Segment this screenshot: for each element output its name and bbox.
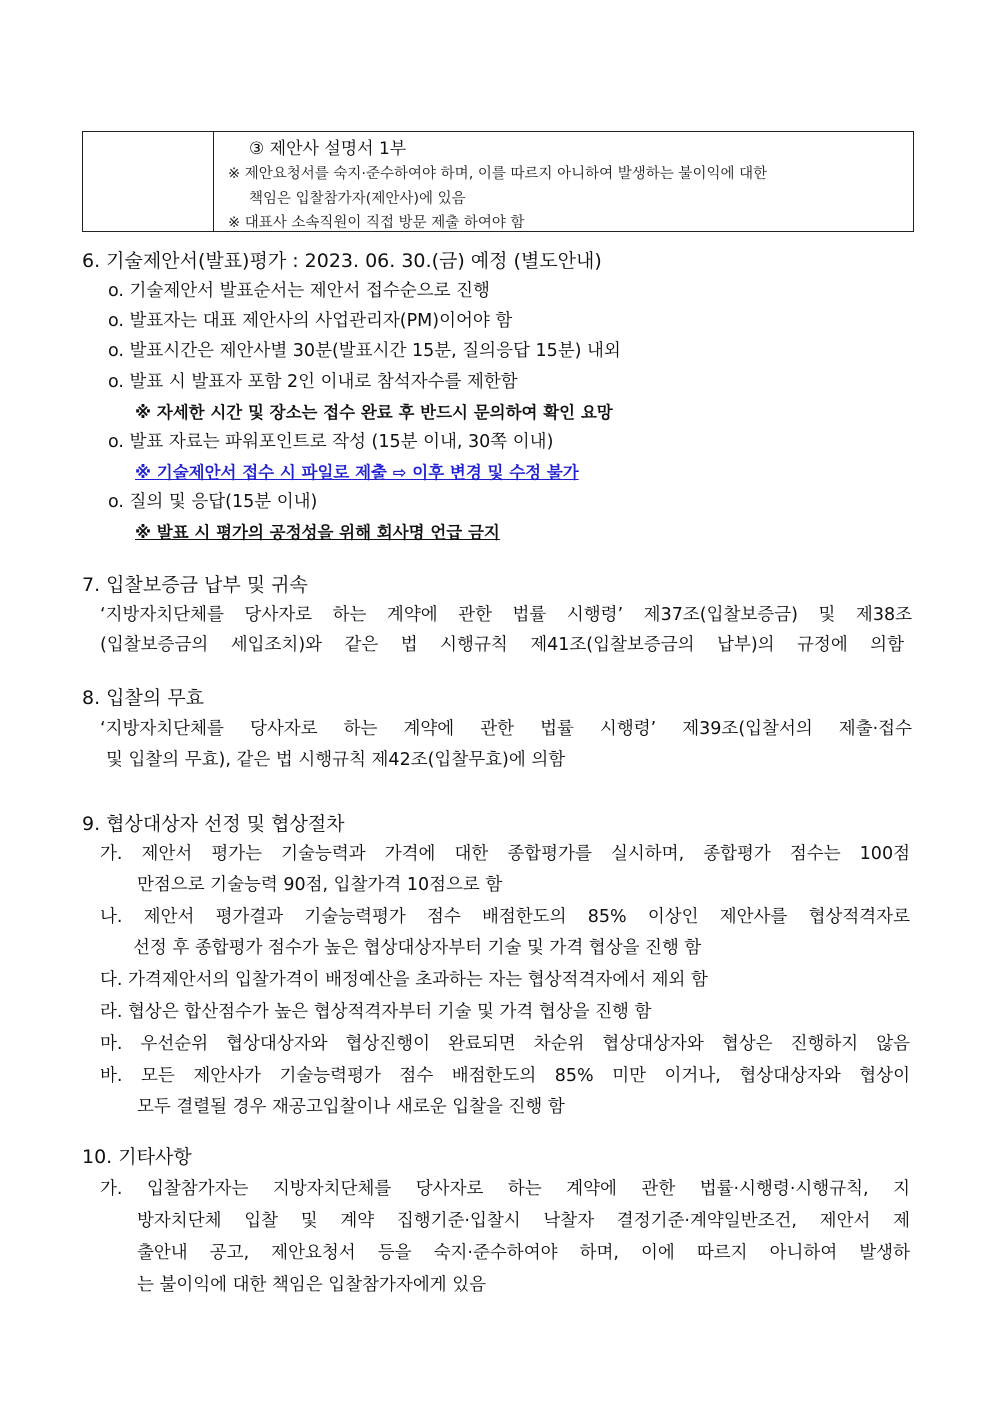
- s6-note-2: ※ 기술제안서 접수 시 파일로 제출 ⇨ 이후 변경 및 수정 불가: [135, 463, 579, 482]
- s9-item-a-1: 가. 제안서 평가는 기술능력과 가격에 대한 종합평가를 실시하며, 종합평가 점수는 100점: [100, 844, 910, 864]
- s9-item-d: 라. 협상은 합산점수가 높은 협상적격자부터 기술 및 가격 협상을 진행 함: [100, 1002, 652, 1022]
- s9-item-b-1: 나. 제안서 평가결과 기술능력평가 점수 배점한도의 85% 이상인 제안사를 협상적격자로: [100, 907, 910, 927]
- s6-bullet-1: o. 기술제안서 발표순서는 제안서 접수순으로 진행: [108, 281, 490, 301]
- section-8-title: 8. 입찰의 무효: [82, 687, 204, 709]
- s10-item-a-3: 출안내 공고, 제안요청서 등을 숙지·준수하여야 하며, 이에 따르지 아니하여 발생하: [137, 1243, 910, 1263]
- table-note-1: ※ 제안요청서를 숙지·준수하여야 하며, 이를 따르지 아니하여 발생하는 불이익에 대한: [228, 166, 768, 182]
- s10-item-a-2: 방자치단체 입찰 및 계약 집행기준·입찰시 낙찰자 결정기준·계약일반조건, 제안서 제: [137, 1211, 910, 1231]
- s6-bullet-5: o. 발표 자료는 파워포인트로 작성 (15분 이내, 30쪽 이내): [108, 432, 554, 452]
- table-note-1-cont: 책임은 입찰참가자(제안사)에 있음: [249, 191, 466, 207]
- s9-item-f-1: 바. 모든 제안사가 기술능력평가 점수 배점한도의 85% 미만 이거나, 협상대상자와 협상이: [100, 1066, 910, 1086]
- section-7-title: 7. 입찰보증금 납부 및 귀속: [82, 574, 308, 596]
- s9-item-a-2: 만점으로 기술능력 90점, 입찰가격 10점으로 함: [137, 875, 503, 895]
- s6-bullet-2: o. 발표자는 대표 제안사의 사업관리자(PM)이어야 함: [108, 311, 513, 331]
- s6-note-3: ※ 발표 시 평가의 공정성을 위해 회사명 언급 금지: [135, 523, 500, 542]
- s6-note-1: ※ 자세한 시간 및 장소는 접수 완료 후 반드시 문의하여 확인 요망: [135, 403, 613, 422]
- s7-line-2: (입찰보증금의 세입조치)와 같은 법 시행규칙 제41조(입찰보증금의 납부)의 규정에 의함: [100, 635, 904, 655]
- s10-item-a-4: 는 불이익에 대한 책임은 입찰참가자에게 있음: [137, 1275, 487, 1295]
- table-note-2: ※ 대표사 소속직원이 직접 방문 제출 하여야 함: [228, 215, 525, 231]
- s8-line-1: ‘지방자치단체를 당사자로 하는 계약에 관한 법률 시행령’ 제39조(입찰서의 제출·접수: [100, 719, 912, 739]
- s9-item-c: 다. 가격제안서의 입찰가격이 배정예산을 초과하는 자는 협상적격자에서 제외 함: [100, 970, 708, 990]
- s9-item-f-2: 모두 결렬될 경우 재공고입찰이나 새로운 입찰을 진행 함: [137, 1097, 565, 1117]
- table-item-3: ③ 제안사 설명서 1부: [249, 139, 407, 159]
- submission-table: [82, 131, 914, 232]
- s7-line-1: ‘지방자치단체를 당사자로 하는 계약에 관한 법률 시행령’ 제37조(입찰보증금) 및 제38조: [100, 605, 912, 625]
- s8-line-2: 및 입찰의 무효), 같은 법 시행규칙 제42조(입찰무효)에 의함: [106, 750, 566, 770]
- s9-item-e: 마. 우선순위 협상대상자와 협상진행이 완료되면 차순위 협상대상자와 협상은 진행하지 않음: [100, 1034, 910, 1054]
- s9-item-b-2: 선정 후 종합평가 점수가 높은 협상대상자부터 기술 및 가격 협상을 진행 함: [133, 938, 702, 958]
- section-6-title: 6. 기술제안서(발표)평가 : 2023. 06. 30.(금) 예정 (별도안내): [82, 250, 602, 272]
- s6-bullet-4: o. 발표 시 발표자 포함 2인 이내로 참석자수를 제한함: [108, 372, 518, 392]
- s6-bullet-3: o. 발표시간은 제안사별 30분(발표시간 15분, 질의응답 15분) 내외: [108, 341, 621, 361]
- table-left-cell: [83, 132, 214, 231]
- section-10-title: 10. 기타사항: [82, 1146, 192, 1168]
- s6-bullet-6: o. 질의 및 응답(15분 이내): [108, 492, 318, 512]
- s10-item-a-1: 가. 입찰참가자는 지방자치단체를 당사자로 하는 계약에 관한 법률·시행령·시행규칙, 지: [100, 1179, 910, 1199]
- section-9-title: 9. 협상대상자 선정 및 협상절차: [82, 813, 345, 835]
